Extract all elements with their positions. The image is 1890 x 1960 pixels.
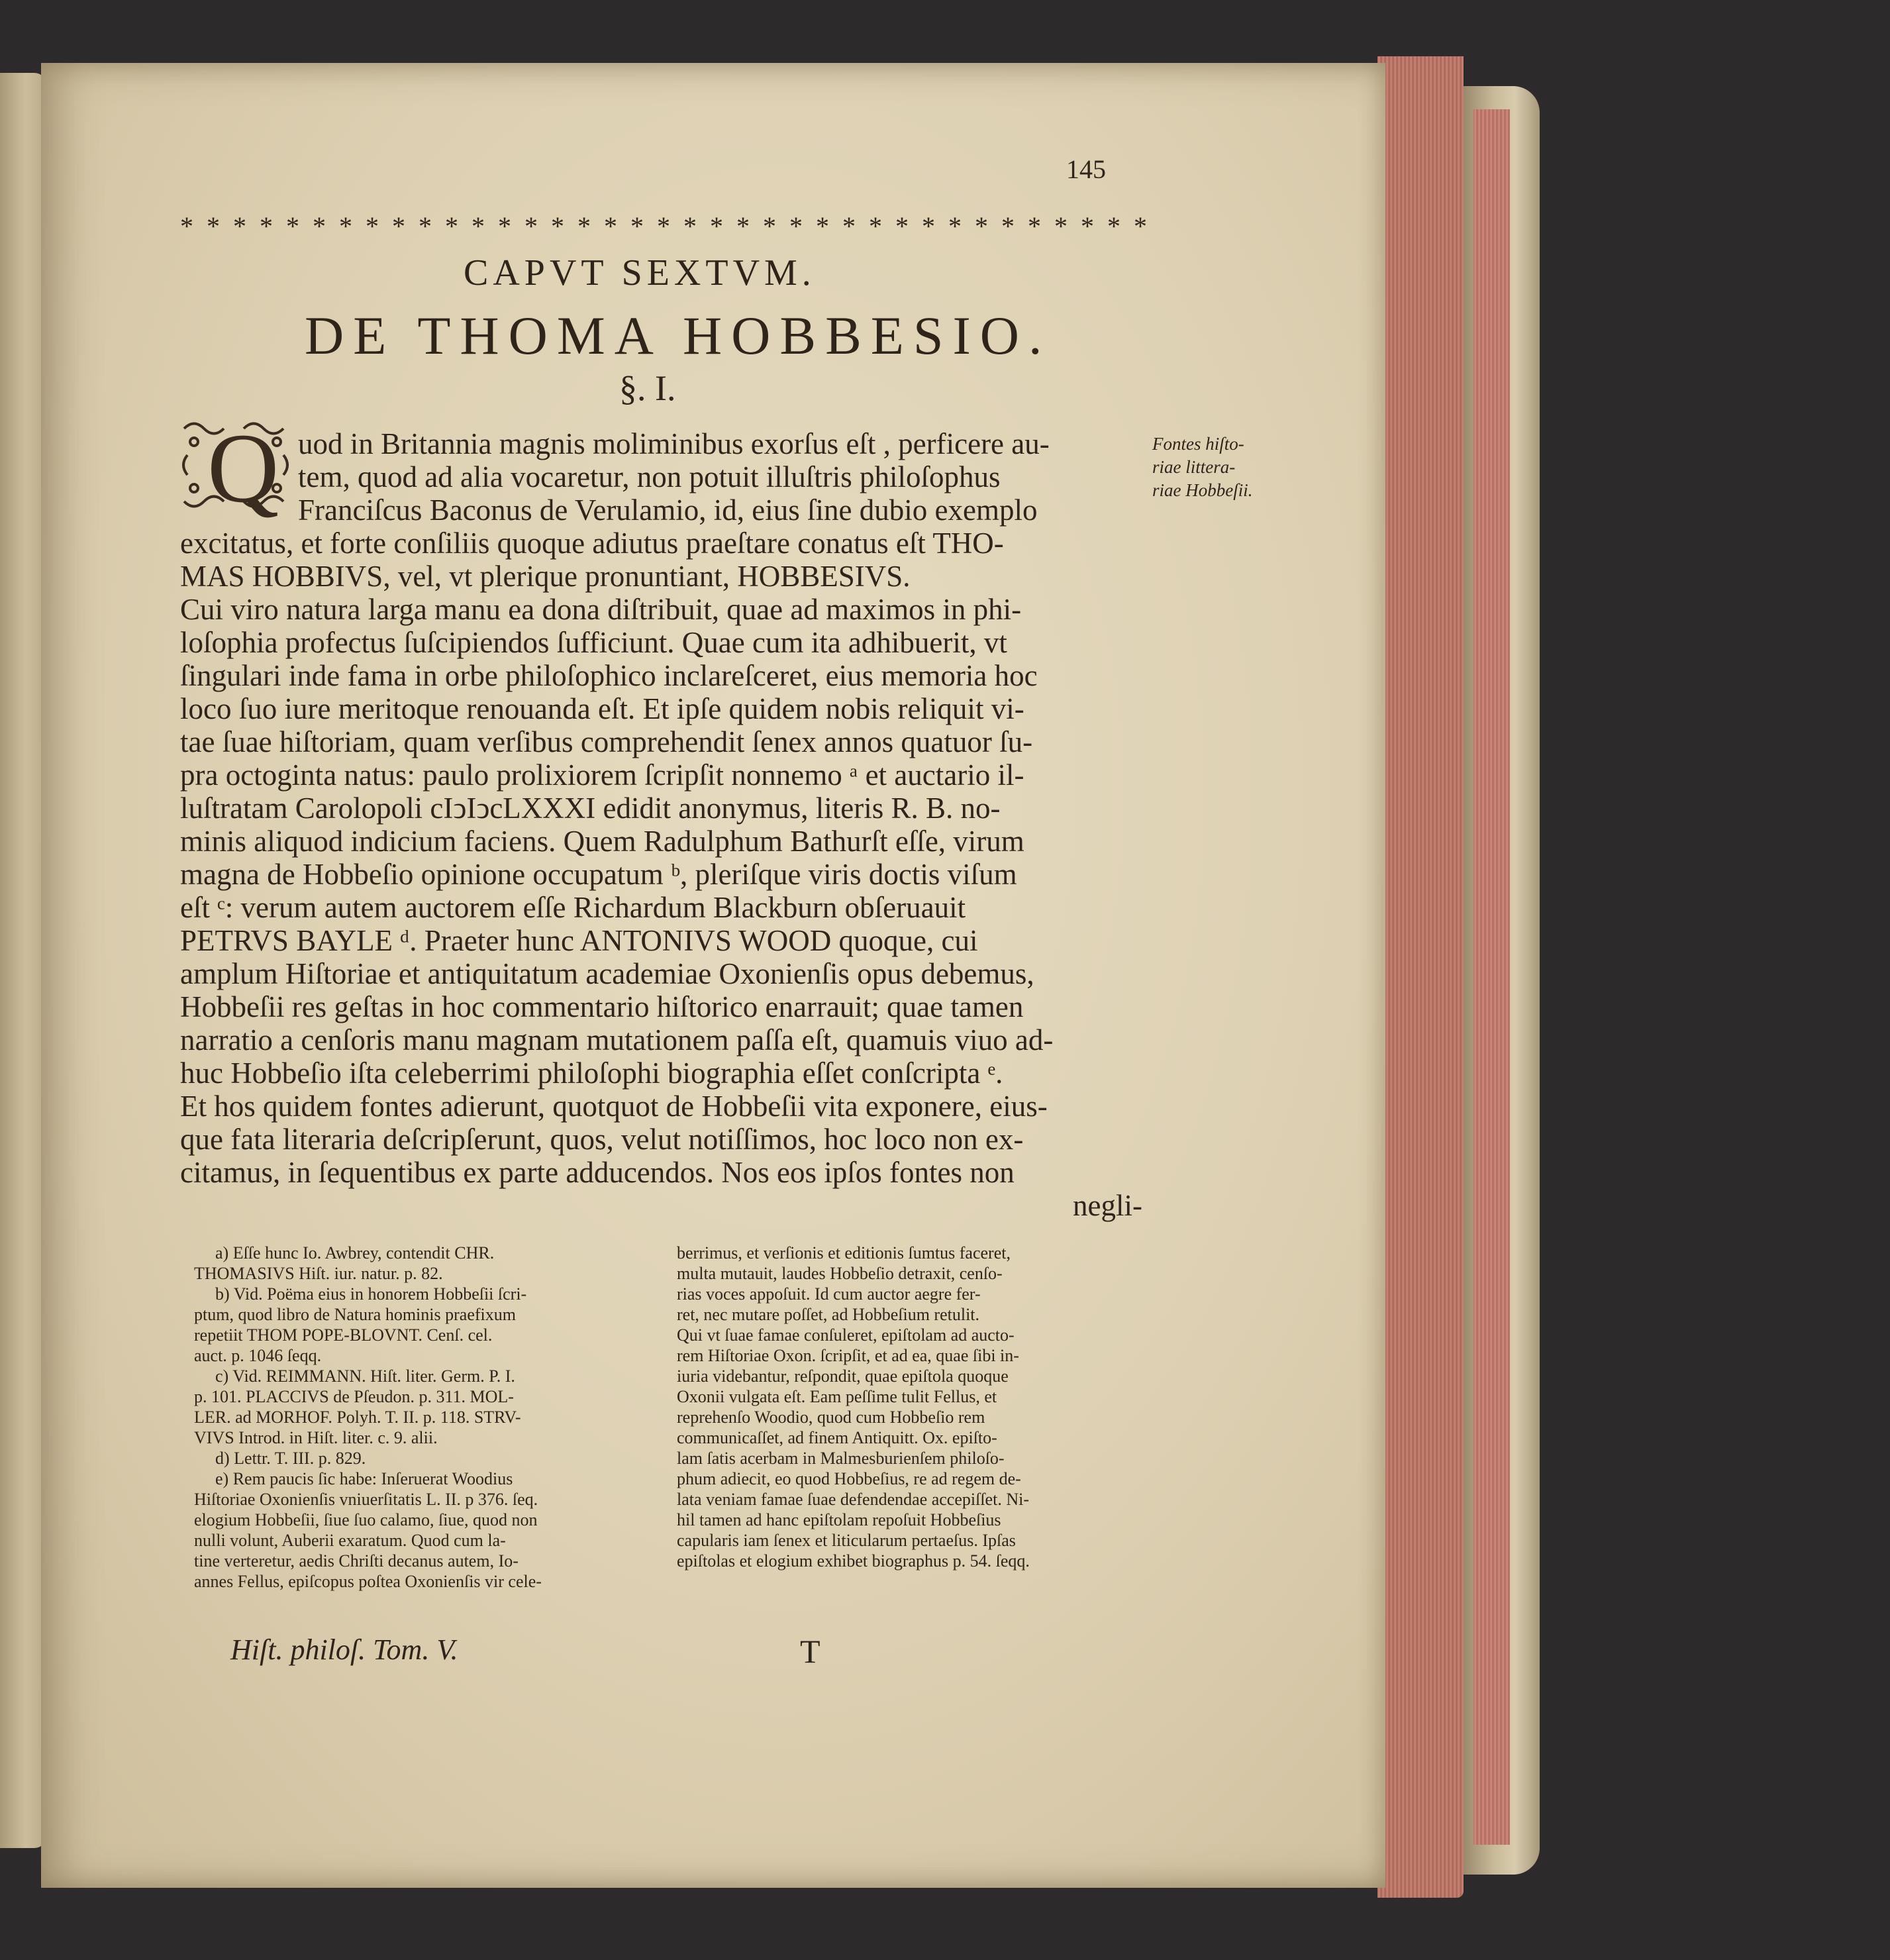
body-line: tem, quod ad alia vocaretur, non potuit illuſtris philoſophus <box>298 460 1001 493</box>
footnote-line: LER. ad MORHOF. Polyh. T. II. p. 118. STRV- <box>194 1408 521 1427</box>
footnote-line: phum adiecit, eo quod Hobbeſius, re ad regem de- <box>677 1469 1021 1488</box>
margin-note-line: riae Hobbeſii. <box>1152 480 1253 500</box>
footnote-line: elogium Hobbeſii, ſiue ſuo calamo, ſiue, quod non <box>194 1510 538 1529</box>
footnote-line: Hiſtoriae Oxonienſis vniuerſitatis L. II. p 376. ſeq. <box>194 1490 538 1509</box>
footnote-line: berrimus, et verſionis et editionis ſumtus faceret, <box>677 1243 1011 1263</box>
body-line: Cui viro natura larga manu ea dona diſtribuit, quae ad maximos in phi- <box>180 593 1022 626</box>
footnote-line: tine verteretur, aedis Chriſti decanus autem, Io- <box>194 1551 519 1571</box>
body-line: ſingulari inde fama in orbe philoſophico inclareſceret, eius memoria hoc <box>180 659 1038 692</box>
chapter-heading: CAPVT SEXTVM. <box>464 252 816 293</box>
body-line: que fata literaria deſcripſerunt, quos, velut notiſſimos, hoc loco non ex- <box>180 1123 1024 1156</box>
body-line: luſtratam Carolopoli cIↄIↄcLXXXI edidit anonymus, literis R. B. no- <box>180 792 1001 825</box>
footnote-line: rias voces appoſuit. Id cum auctor aegre fer- <box>677 1284 981 1304</box>
body-line: tae ſuae hiſtoriam, quam verſibus comprehendit ſenex annos quatuor ſu- <box>180 725 1033 758</box>
margin-note-line: Fontes hiſto- <box>1152 434 1244 454</box>
footnote-line: ptum, quod libro de Natura hominis praefixum <box>194 1305 516 1324</box>
body-line: eſt ᶜ: verum autem auctorem eſſe Richardum Blackburn obſeruauit <box>180 891 966 924</box>
margin-note-line: riae littera- <box>1152 457 1236 477</box>
footnote-line: epiſtolas et elogium exhibet biographus p. 54. ſeqq. <box>677 1551 1030 1571</box>
body-line: loſophia profectus ſuſcipiendos ſufficiunt. Quae cum ita adhibuerit, vt <box>180 626 1007 659</box>
footnote-line: nulli volunt, Auberii exaratum. Quod cum la- <box>194 1531 506 1550</box>
footnote-line: THOMASIVS Hiſt. iur. natur. p. 82. <box>194 1264 443 1283</box>
decorated-initial <box>177 413 295 523</box>
catchword: negli- <box>1073 1189 1142 1222</box>
footnote-line: capularis iam ſenex et liticularum pertaeſus. Ipſas <box>677 1531 1016 1550</box>
footnote-line: p. 101. PLACCIVS de Pſeudon. p. 311. MOL- <box>194 1387 514 1406</box>
footnote-line: hil tamen ad hanc epiſtolam repoſuit Hobbeſius <box>677 1510 1001 1529</box>
body-line: minis aliquod indicium faciens. Quem Radulphum Bathurſt eſſe, virum <box>180 825 1024 858</box>
body-line: pra octoginta natus: paulo prolixiorem ſcripſit nonnemo ᵃ et auctario il- <box>180 758 1024 792</box>
footnote-line: iuria videbantur, reſpondit, quae epiſtola quoque <box>677 1367 1009 1386</box>
footnote-line: ret, nec mutare poſſet, ad Hobbeſium retulit. <box>677 1305 980 1324</box>
dropcap-letter: Q <box>207 413 279 523</box>
cover-red-edge <box>1473 109 1510 1845</box>
section-mark: §. I. <box>619 368 676 408</box>
signature-mark: T <box>800 1633 821 1670</box>
body-line: citamus, in ſequentibus ex parte adducendos. Nos eos ipſos fontes non <box>180 1156 1015 1189</box>
footnote-line: annes Fellus, epiſcopus poſtea Oxonienſis vir cele- <box>194 1572 542 1591</box>
footnote-line: lata veniam famae ſuae defendendae accepiſſet. Ni- <box>677 1490 1029 1509</box>
footnote-line: d) Lettr. T. III. p. 829. <box>215 1449 366 1468</box>
footnote-line: e) Rem paucis ſic habe: Inſeruerat Woodius <box>215 1469 513 1488</box>
body-line: PETRVS BAYLE ᵈ. Praeter hunc ANTONIVS WOOD quoque, cui <box>180 924 978 957</box>
body-line: excitatus, et forte conſiliis quoque adiutus praeſtare conatus eſt THO- <box>180 527 1004 560</box>
footnote-line: b) Vid. Poëma eius in honorem Hobbeſii ſcri- <box>215 1284 527 1304</box>
page-number: 145 <box>1066 154 1106 184</box>
body-line: uod in Britannia magnis moliminibus exorſus eſt , perficere au- <box>298 427 1050 460</box>
footnote-line: Qui vt ſuae famae conſuleret, epiſtolam ad aucto- <box>677 1325 1015 1345</box>
footnote-line: rem Hiſtoriae Oxon. ſcripſit, et ad ea, quae ſibi in- <box>677 1346 1019 1365</box>
footnote-line: c) Vid. REIMMANN. Hiſt. liter. Germ. P. I. <box>215 1367 515 1386</box>
body-line: MAS HOBBIVS, vel, vt plerique pronuntiant, HOBBESIVS. <box>180 560 911 593</box>
chapter-title: DE THOMA HOBBESIO. <box>305 305 1052 366</box>
footnote-line: multa mutauit, laudes Hobbeſio detraxit, cenſo- <box>677 1264 1003 1283</box>
body-line: Franciſcus Baconus de Verulamio, id, eius ſine dubio exemplo <box>298 493 1038 527</box>
running-footer: Hiſt. philoſ. Tom. V. <box>230 1633 458 1666</box>
footnote-line: reprehenſo Woodio, quod cum Hobbeſio rem <box>677 1408 985 1427</box>
facing-page-edge <box>0 73 46 1848</box>
ornamental-star-rule: * * * * * * * * * * * * * * * * * * * * * * * * * * * * * * * * * * * * * <box>180 211 1150 241</box>
body-line: Hobbeſii res geſtas in hoc commentario hiſtorico enarrauit; quae tamen <box>180 990 1024 1023</box>
footnote-line: a) Eſſe hunc Io. Awbrey, contendit CHR. <box>215 1243 495 1263</box>
body-line: loco ſuo iure meritoque renouanda eſt. Et ipſe quidem nobis reliquit vi- <box>180 692 1024 725</box>
footnote-line: repetiit THOM POPE-BLOVNT. Cenſ. cel. <box>194 1325 493 1345</box>
body-line: magna de Hobbeſio opinione occupatum ᵇ, pleriſque viris doctis viſum <box>180 858 1017 891</box>
body-line: huc Hobbeſio iſta celeberrimi philoſophi biographia eſſet conſcripta ᵉ. <box>180 1057 1003 1090</box>
page-fore-edge <box>1377 56 1464 1898</box>
footnote-line: lam ſatis acerbam in Malmesburienſem philoſo- <box>677 1449 1005 1468</box>
body-line: Et hos quidem fontes adierunt, quotquot de Hobbeſii vita exponere, eius- <box>180 1090 1048 1123</box>
body-line: narratio a cenſoris manu magnam mutationem paſſa eſt, quamuis viuo ad- <box>180 1023 1054 1057</box>
footnote-line: VIVS Introd. in Hiſt. liter. c. 9. alii. <box>194 1428 438 1447</box>
footnote-line: communicaſſet, ad finem Antiquitt. Ox. epiſto- <box>677 1428 997 1447</box>
body-line: amplum Hiſtoriae et antiquitatum academiae Oxonienſis opus debemus, <box>180 957 1034 990</box>
footnote-line: Oxonii vulgata eſt. Eam peſſime tulit Fellus, et <box>677 1387 997 1406</box>
footnote-line: auct. p. 1046 ſeqq. <box>194 1346 322 1365</box>
